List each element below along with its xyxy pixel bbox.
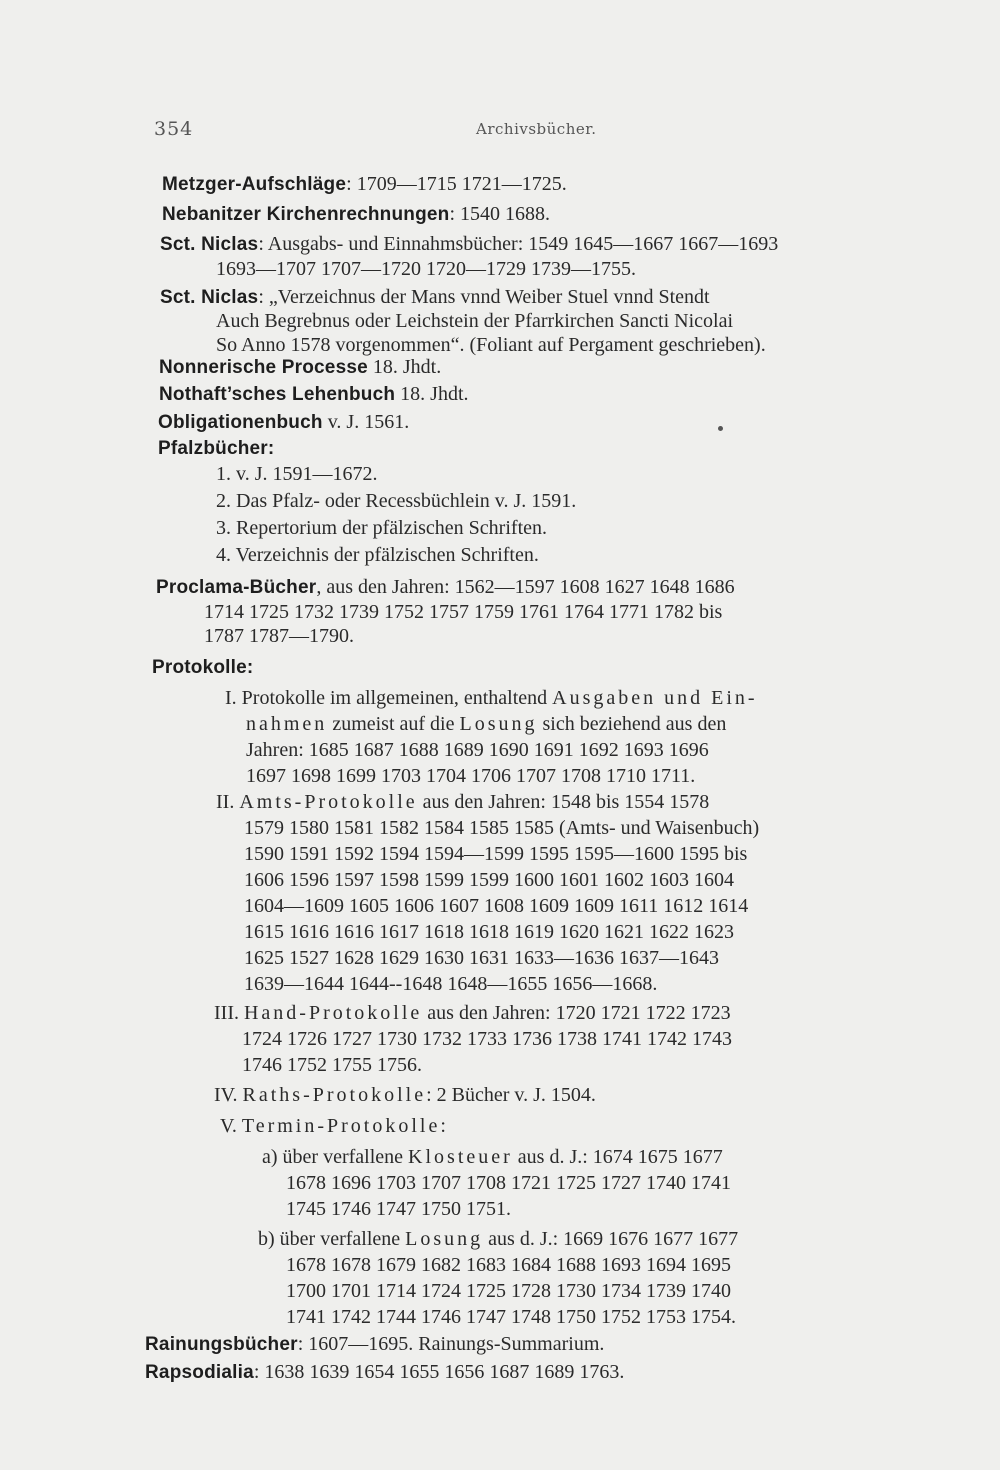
section-number: I. [225, 687, 237, 709]
section-text: : 2 Bücher v. J. 1504. [426, 1084, 596, 1106]
entry-keyword: Proclama-Bücher [156, 577, 317, 598]
spaced-text: Termin-Protokolle [241, 1115, 441, 1137]
section-line: 1700 1701 1714 1724 1725 1728 1730 1734 1739 1740 [286, 1280, 731, 1302]
section-line: 1678 1696 1703 1707 1708 1721 1725 1727 1740 1741 [286, 1172, 731, 1194]
section-number: IV. [214, 1084, 238, 1106]
protokolle-section-IV [214, 1083, 596, 1107]
entry-line: Auch Begrebnus oder Leichstein der Pfarrkirchen Sancti Nicolai [216, 310, 734, 332]
section-line: Jahren: 1685 1687 1688 1689 1690 1691 1692 1693 1696 [246, 739, 709, 761]
section-text: Protokolle im allgemeinen, enthaltend [241, 687, 553, 709]
entry-line: 1787 1787—1790. [204, 625, 354, 647]
section-line [246, 712, 726, 736]
entry-keyword: Nonnerische Processe [159, 357, 368, 378]
entry-niclas-2 [160, 285, 710, 310]
protokolle-section-I [225, 686, 758, 710]
spaced-text: Hand-Protokolle [243, 1002, 423, 1024]
entry-line: 1693—1707 1707—1720 1720—1729 1739—1755. [216, 258, 636, 280]
entry-line: 1714 1725 1732 1739 1752 1757 1759 1761 1764 1771 1782 bis [204, 601, 723, 623]
ink-dot [718, 426, 723, 431]
running-header [154, 118, 597, 140]
spaced-text: Raths-Protokolle [242, 1084, 427, 1106]
entry-line: So Anno 1578 vorgenommen“. (Foliant auf Pergament geschrieben). [216, 334, 766, 356]
spaced-text: Ausgaben und Ein- [552, 687, 758, 709]
entry-nonnerische [159, 355, 441, 380]
entry-nothaft [159, 382, 469, 407]
protokolle-V-b [258, 1227, 738, 1251]
section-line: 1579 1580 1581 1582 1584 1585 1585 (Amts- und Waisenbuch) [244, 817, 760, 839]
section-number: II. [216, 791, 235, 813]
section-text: über verfallene [279, 1228, 406, 1250]
section-text: zumeist auf die [327, 713, 460, 735]
entry-text: : 1638 1639 1654 1655 1656 1687 1689 1763. [253, 1361, 625, 1383]
entry-pfalz [158, 436, 274, 461]
section-text: über verfallene [282, 1146, 409, 1168]
entry-proclama [156, 575, 735, 600]
entry-keyword: Metzger-Aufschläge [162, 174, 347, 195]
section-line: 1746 1752 1755 1756. [242, 1054, 422, 1076]
pfalz-item: 2. Das Pfalz- oder Recessbüchlein v. J. 1591. [216, 490, 577, 512]
spaced-text: Losung [405, 1228, 484, 1250]
protokolle-section-V [220, 1114, 446, 1138]
pfalz-item: 4. Verzeichnis der pfälzischen Schriften. [216, 544, 539, 566]
section-line: 1639—1644 1644--1648 1648—1655 1656—1668. [244, 973, 658, 995]
section-text: : [440, 1115, 446, 1137]
entry-rainungs [145, 1332, 604, 1357]
section-text: aus den Jahren: 1548 bis 1554 1578 [417, 791, 710, 813]
entry-text: : Ausgabs- und Einnahmsbücher: 1549 1645—1667 1667—1693 [258, 233, 779, 255]
pfalz-item: 3. Repertorium der pfälzischen Schriften. [216, 517, 547, 539]
section-line: 1724 1726 1727 1730 1732 1733 1736 1738 1741 1742 1743 [242, 1028, 732, 1050]
pfalz-item: 1. v. J. 1591—1672. [216, 463, 378, 485]
section-text: aus d. J.: 1674 1675 1677 [512, 1146, 723, 1168]
entry-nebanitzer [162, 202, 550, 227]
spaced-text: Amts-Protokolle [239, 791, 418, 813]
entry-keyword: Pfalzbücher [158, 438, 268, 459]
spaced-text: Klosteuer [408, 1146, 513, 1168]
section-text: sich beziehend aus den [537, 713, 727, 735]
entry-colon: : [246, 657, 254, 678]
section-line: 1606 1596 1597 1598 1599 1599 1600 1601 1602 1603 1604 [244, 869, 734, 891]
section-line: 1604—1609 1605 1606 1607 1608 1609 1609 1611 1612 1614 [244, 895, 749, 917]
section-text: aus den Jahren: 1720 1721 1722 1723 [422, 1002, 731, 1024]
entry-colon: : [267, 438, 275, 459]
section-line: 1697 1698 1699 1703 1704 1706 1707 1708 1710 1711. [246, 765, 696, 787]
entry-text: : 1607—1695. Rainungs-Summarium. [297, 1333, 605, 1355]
entry-obligationen [158, 410, 409, 435]
page-number: 354 [154, 118, 194, 140]
sub-label: a) [262, 1146, 278, 1168]
section-line: 1625 1527 1628 1629 1630 1631 1633—1636 1637—1643 [244, 947, 719, 969]
entry-keyword: Rapsodialia [145, 1362, 254, 1383]
entry-protokolle [152, 655, 253, 680]
entry-keyword: Sct. Niclas [160, 234, 259, 255]
spaced-text: nahmen [246, 713, 328, 735]
entry-rapsodialia [145, 1360, 624, 1385]
spaced-text: Losung [459, 713, 538, 735]
section-line: 1615 1616 1616 1617 1618 1618 1619 1620 1621 1622 1623 [244, 921, 734, 943]
section-line: 1745 1746 1747 1750 1751. [286, 1198, 511, 1220]
entry-text: 18. Jhdt. [395, 383, 469, 405]
entry-text: , aus den Jahren: 1562—1597 1608 1627 1648 1686 [316, 576, 735, 598]
entry-keyword: Obligationenbuch [158, 412, 323, 433]
section-number: III. [214, 1002, 239, 1024]
entry-metzger [162, 172, 567, 197]
entry-text: v. J. 1561. [322, 411, 410, 433]
entry-keyword: Nebanitzer Kirchenrechnungen [162, 204, 450, 225]
entry-keyword: Protokolle [152, 657, 247, 678]
entry-text: 18. Jhdt. [367, 356, 442, 378]
protokolle-section-III [214, 1001, 731, 1025]
protokolle-V-a [262, 1145, 723, 1169]
entry-keyword: Nothaft’sches Lehenbuch [159, 384, 396, 405]
entry-text: : 1709—1715 1721—1725. [346, 173, 567, 195]
entry-keyword: Sct. Niclas [160, 287, 259, 308]
entry-keyword: Rainungsbücher [145, 1334, 298, 1355]
entry-text: : 1540 1688. [449, 203, 551, 225]
protokolle-section-II [216, 790, 709, 814]
section-line: 1678 1678 1679 1682 1683 1684 1688 1693 1694 1695 [286, 1254, 731, 1276]
section-number: V. [220, 1115, 237, 1137]
entry-text: : „Verzeichnus der Mans vnnd Weiber Stuel vnnd Stendt [258, 286, 710, 308]
section-line: 1590 1591 1592 1594 1594—1599 1595 1595—1600 1595 bis [244, 843, 748, 865]
entry-niclas-1 [160, 232, 778, 257]
running-title: Archivsbücher. [476, 120, 597, 138]
section-text: aus d. J.: 1669 1676 1677 1677 [483, 1228, 739, 1250]
sub-label: b) [258, 1228, 275, 1250]
section-line: 1741 1742 1744 1746 1747 1748 1750 1752 1753 1754. [286, 1306, 736, 1328]
